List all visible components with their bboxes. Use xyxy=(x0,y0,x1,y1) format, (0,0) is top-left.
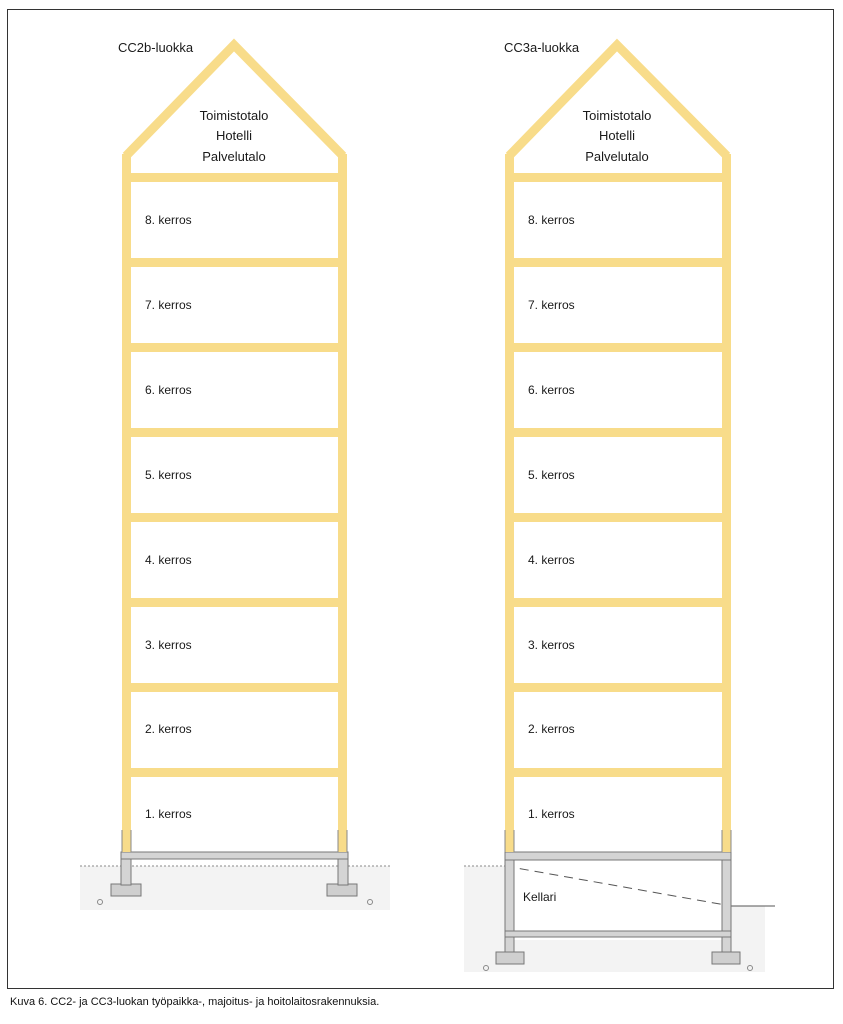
building-cc2b xyxy=(80,40,390,910)
roof-text-line: Hotelli xyxy=(215,128,253,143)
slab xyxy=(505,598,731,607)
basement-ceiling-slab xyxy=(505,852,731,860)
floor-label: 4. kerros xyxy=(145,553,192,567)
slab xyxy=(122,258,347,267)
slab xyxy=(122,428,347,437)
slab xyxy=(122,598,347,607)
roof-text-line: Hotelli xyxy=(598,128,636,143)
slab xyxy=(122,173,347,182)
floor-label: 6. kerros xyxy=(145,383,192,397)
floor-label: 1. kerros xyxy=(528,807,575,821)
figure-caption: Kuva 6. CC2- ja CC3-luokan työpaikka-, majoitus- ja hoitolaitosrakennuksia. xyxy=(10,996,380,1008)
floor-label: 3. kerros xyxy=(145,638,192,652)
slab xyxy=(505,258,731,267)
slab xyxy=(122,343,347,352)
basement-label: Kellari xyxy=(523,890,557,904)
footing-right xyxy=(712,952,740,964)
floor-label: 3. kerros xyxy=(528,638,575,652)
floor-label: 1. kerros xyxy=(145,807,192,821)
footing-left xyxy=(496,952,524,964)
slab xyxy=(122,513,347,522)
floor-label: 5. kerros xyxy=(145,468,192,482)
slab xyxy=(122,683,347,692)
floor-label: 5. kerros xyxy=(528,468,575,482)
footing-right xyxy=(327,884,357,896)
roof-text-line: Toimistotalo xyxy=(582,108,652,123)
base-slab xyxy=(121,852,348,859)
class-label: CC3a-luokka xyxy=(504,40,580,55)
floor-label: 4. kerros xyxy=(528,553,575,567)
slab xyxy=(505,683,731,692)
class-label: CC2b-luokka xyxy=(118,40,194,55)
slab xyxy=(122,768,347,777)
floor-label: 2. kerros xyxy=(145,722,192,736)
slab xyxy=(505,513,731,522)
footing-left xyxy=(111,884,141,896)
slab xyxy=(505,173,731,182)
roof-text-line: Toimistotalo xyxy=(199,108,269,123)
slab xyxy=(505,343,731,352)
floor-label: 6. kerros xyxy=(528,383,575,397)
floor-label: 7. kerros xyxy=(528,298,575,312)
roof-text-line: Palvelutalo xyxy=(202,149,266,164)
floor-label: 8. kerros xyxy=(528,213,575,227)
slab xyxy=(505,768,731,777)
roof-text-line: Palvelutalo xyxy=(585,149,649,164)
slab xyxy=(505,428,731,437)
building-cc3a xyxy=(464,40,775,972)
floor-label: 7. kerros xyxy=(145,298,192,312)
floor-label: 8. kerros xyxy=(145,213,192,227)
floor-label: 2. kerros xyxy=(528,722,575,736)
basement-floor-slab xyxy=(505,931,731,937)
